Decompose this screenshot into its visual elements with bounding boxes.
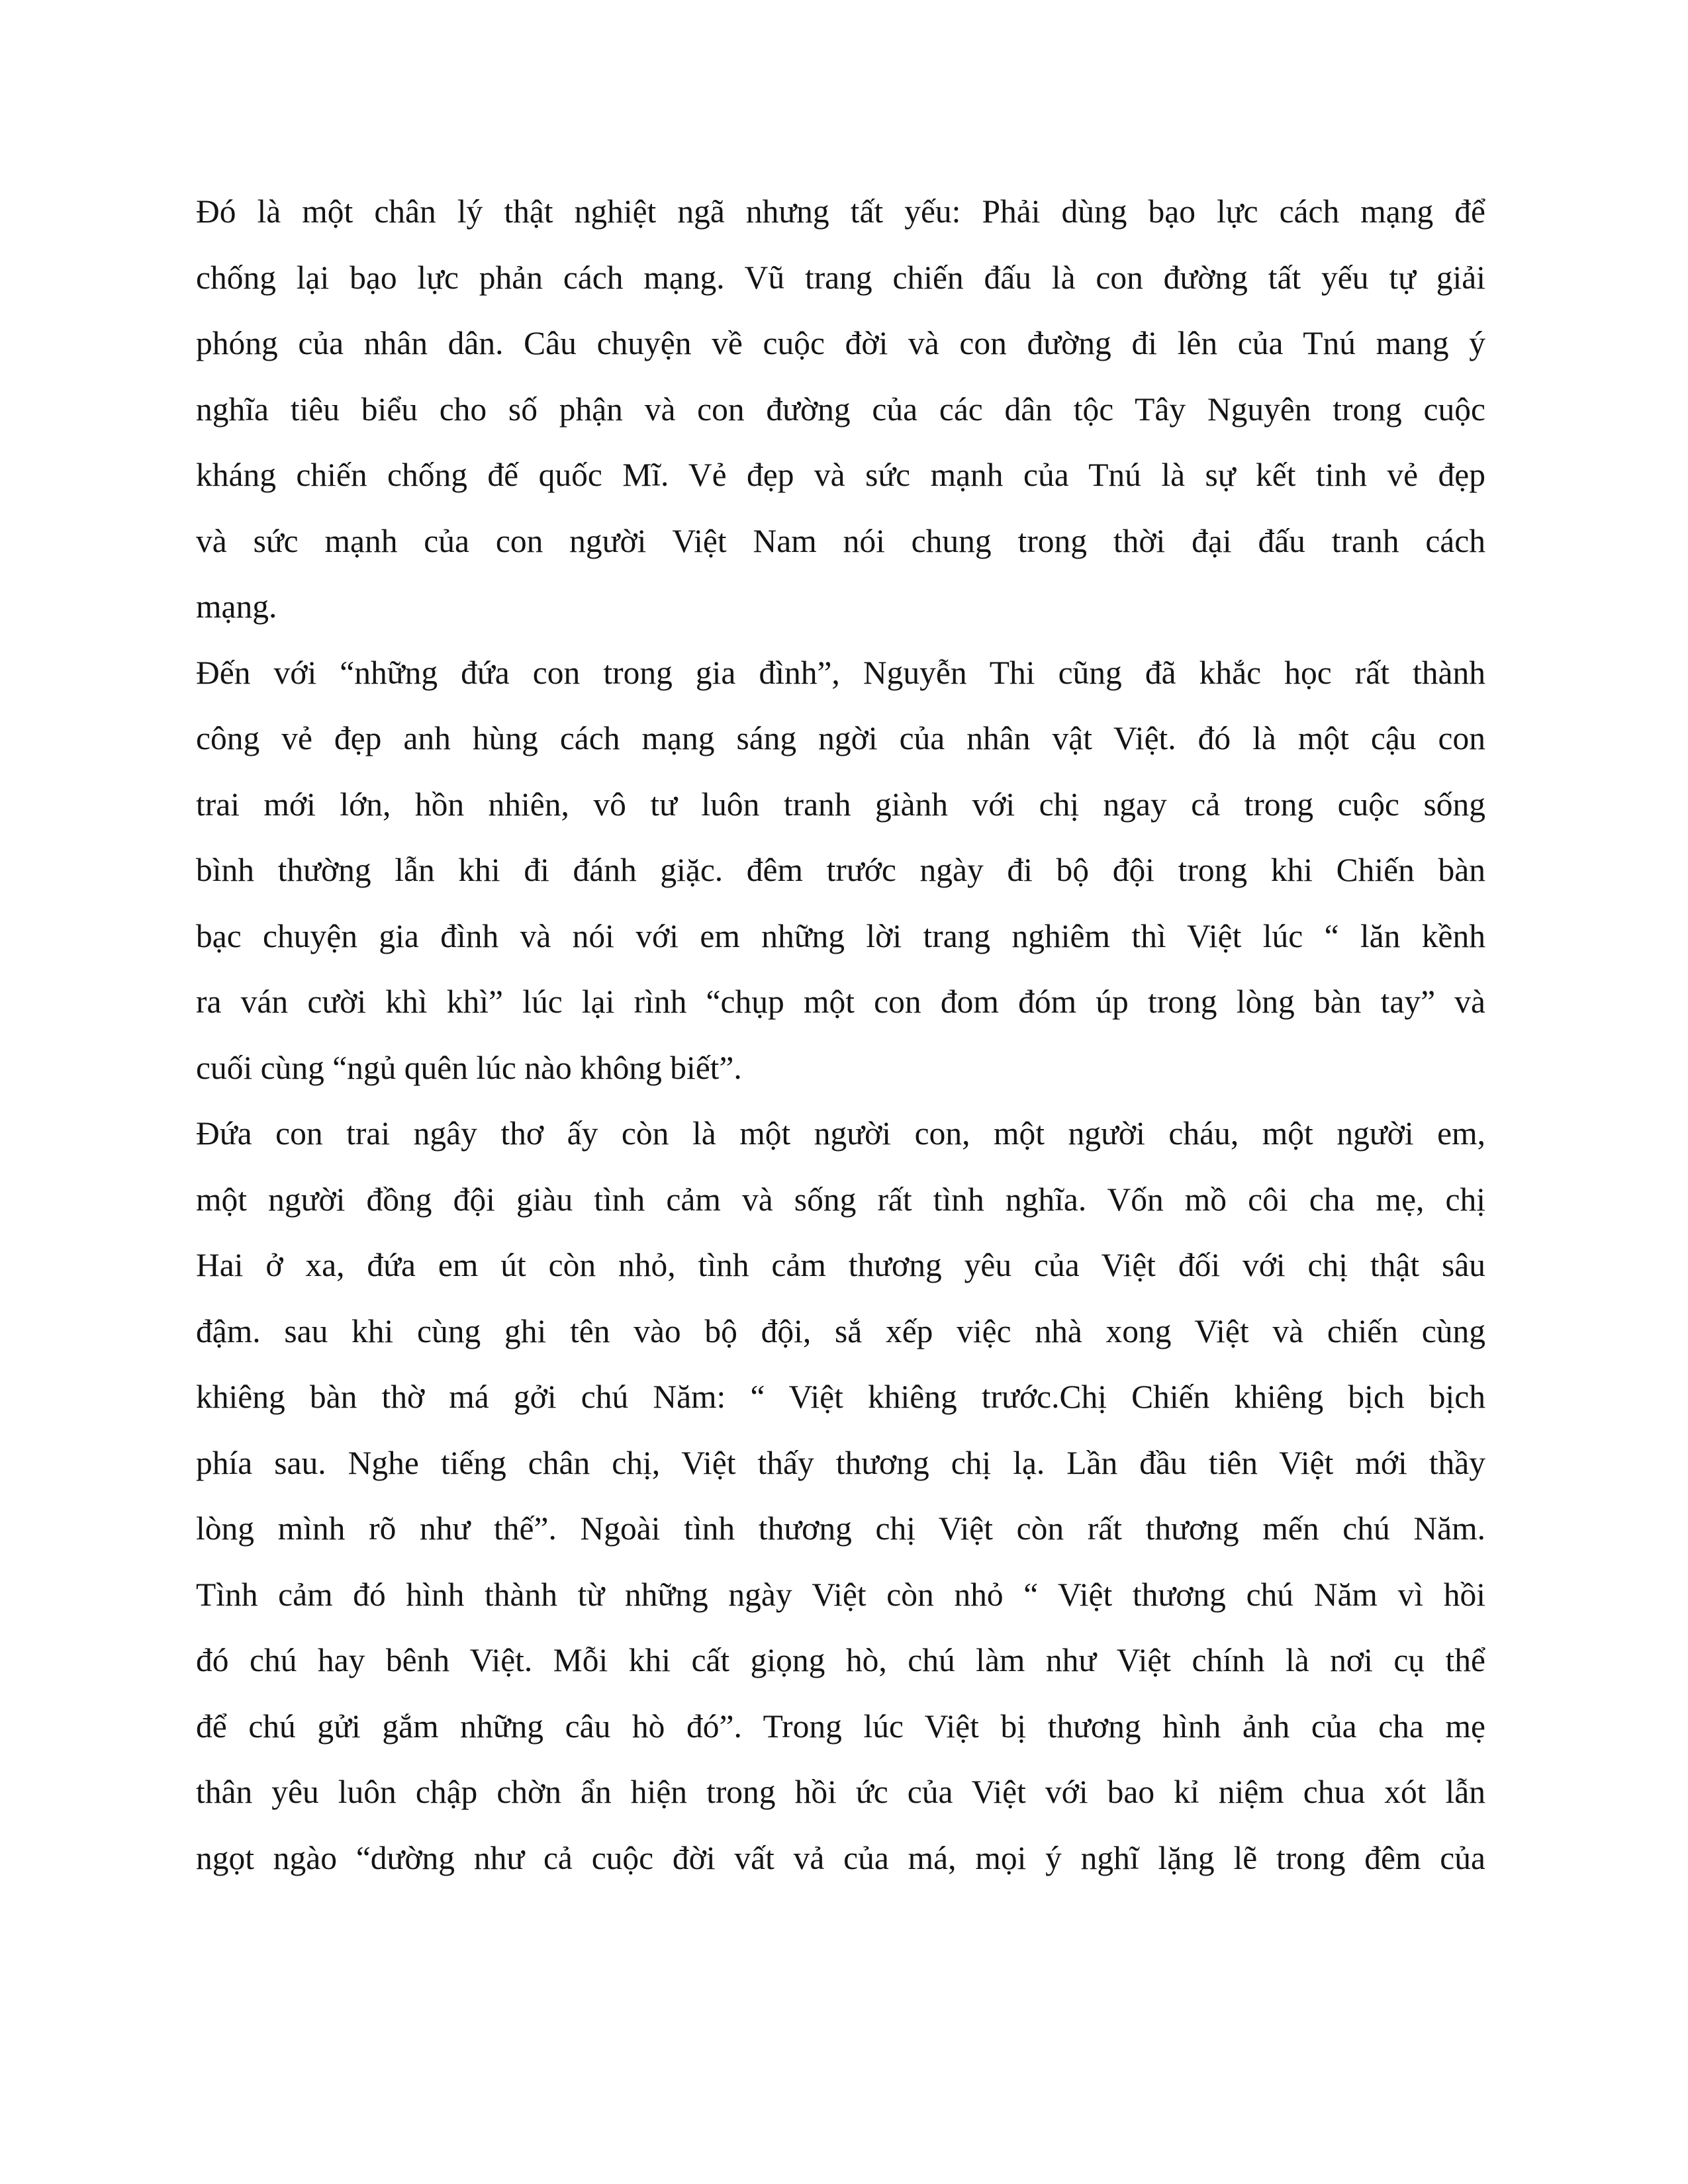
text-line: cuối cùng “ngủ quên lúc nào không biết”. <box>196 1049 742 1086</box>
text-line: phóng của nhân dân. Câu chuyện về cuộc đời và con đường đi lên của Tnú mang ý <box>196 325 1485 361</box>
text-line: trai mới lớn, hồn nhiên, vô tư luôn tranh giành với chị ngay cả trong cuộc sống <box>196 786 1485 823</box>
text-line: phía sau. Nghe tiếng chân chị, Việt thấy thương chị lạ. Lần đầu tiên Việt mới thầy <box>196 1444 1485 1481</box>
text-line: Đứa con trai ngây thơ ấy còn là một người con, một người cháu, một người em, <box>196 1115 1485 1152</box>
text-line: Đến với “những đứa con trong gia đình”, Nguyễn Thi cũng đã khắc học rất thành <box>196 654 1485 691</box>
text-line: kháng chiến chống đế quốc Mĩ. Vẻ đẹp và sức mạnh của Tnú là sự kết tinh vẻ đẹp <box>196 457 1485 493</box>
text-line: Hai ở xa, đứa em út còn nhỏ, tình cảm thương yêu của Việt đối với chị thật sâu <box>196 1247 1485 1283</box>
text-line: một người đồng đội giàu tình cảm và sống rất tình nghĩa. Vốn mồ côi cha mẹ, chị <box>196 1181 1485 1218</box>
text-line: Tình cảm đó hình thành từ những ngày Việt còn nhỏ “ Việt thương chú Năm vì hồi <box>196 1576 1485 1613</box>
text-line: thân yêu luôn chập chờn ẩn hiện trong hồi ức của Việt với bao kỉ niệm chua xót lẫn <box>196 1774 1485 1810</box>
body-text <box>196 179 1485 1891</box>
text-line: Đó là một chân lý thật nghiệt ngã nhưng tất yếu: Phải dùng bạo lực cách mạng để <box>196 193 1485 230</box>
text-line: đậm. sau khi cùng ghi tên vào bộ đội, sắ xếp việc nhà xong Việt và chiến cùng <box>196 1312 1485 1349</box>
text-line: mạng. <box>196 588 277 625</box>
text-line: chống lại bạo lực phản cách mạng. Vũ trang chiến đấu là con đường tất yếu tự giải <box>196 259 1485 296</box>
text-line: đó chú hay bênh Việt. Mỗi khi cất giọng hò, chú làm như Việt chính là nơi cụ thể <box>196 1642 1485 1678</box>
text-line: công vẻ đẹp anh hùng cách mạng sáng ngời của nhân vật Việt. đó là một cậu con <box>196 720 1485 756</box>
text-line: ngọt ngào “dường như cả cuộc đời vất vả của má, mọi ý nghĩ lặng lẽ trong đêm của <box>196 1839 1485 1876</box>
text-line: nghĩa tiêu biểu cho số phận và con đường của các dân tộc Tây Nguyên trong cuộc <box>196 390 1485 428</box>
text-line: bạc chuyện gia đình và nói với em những lời trang nghiêm thì Việt lúc “ lăn kềnh <box>196 917 1485 954</box>
text-line: ra ván cười khì khì” lúc lại rình “chụp một con đom đóm úp trong lòng bàn tay” và <box>196 983 1485 1020</box>
text-line: và sức mạnh của con người Việt Nam nói chung trong thời đại đấu tranh cách <box>196 522 1485 559</box>
text-line: lòng mình rõ như thế”. Ngoài tình thương chị Việt còn rất thương mến chú Năm. <box>196 1510 1485 1547</box>
text-line: để chú gửi gắm những câu hò đó”. Trong lúc Việt bị thương hình ảnh của cha mẹ <box>196 1707 1485 1745</box>
text-line: bình thường lẫn khi đi đánh giặc. đêm trước ngày đi bộ đội trong khi Chiến bàn <box>196 852 1485 888</box>
text-line: khiêng bàn thờ má gởi chú Năm: “ Việt khiêng trước.Chị Chiến khiêng bịch bịch <box>196 1379 1485 1415</box>
